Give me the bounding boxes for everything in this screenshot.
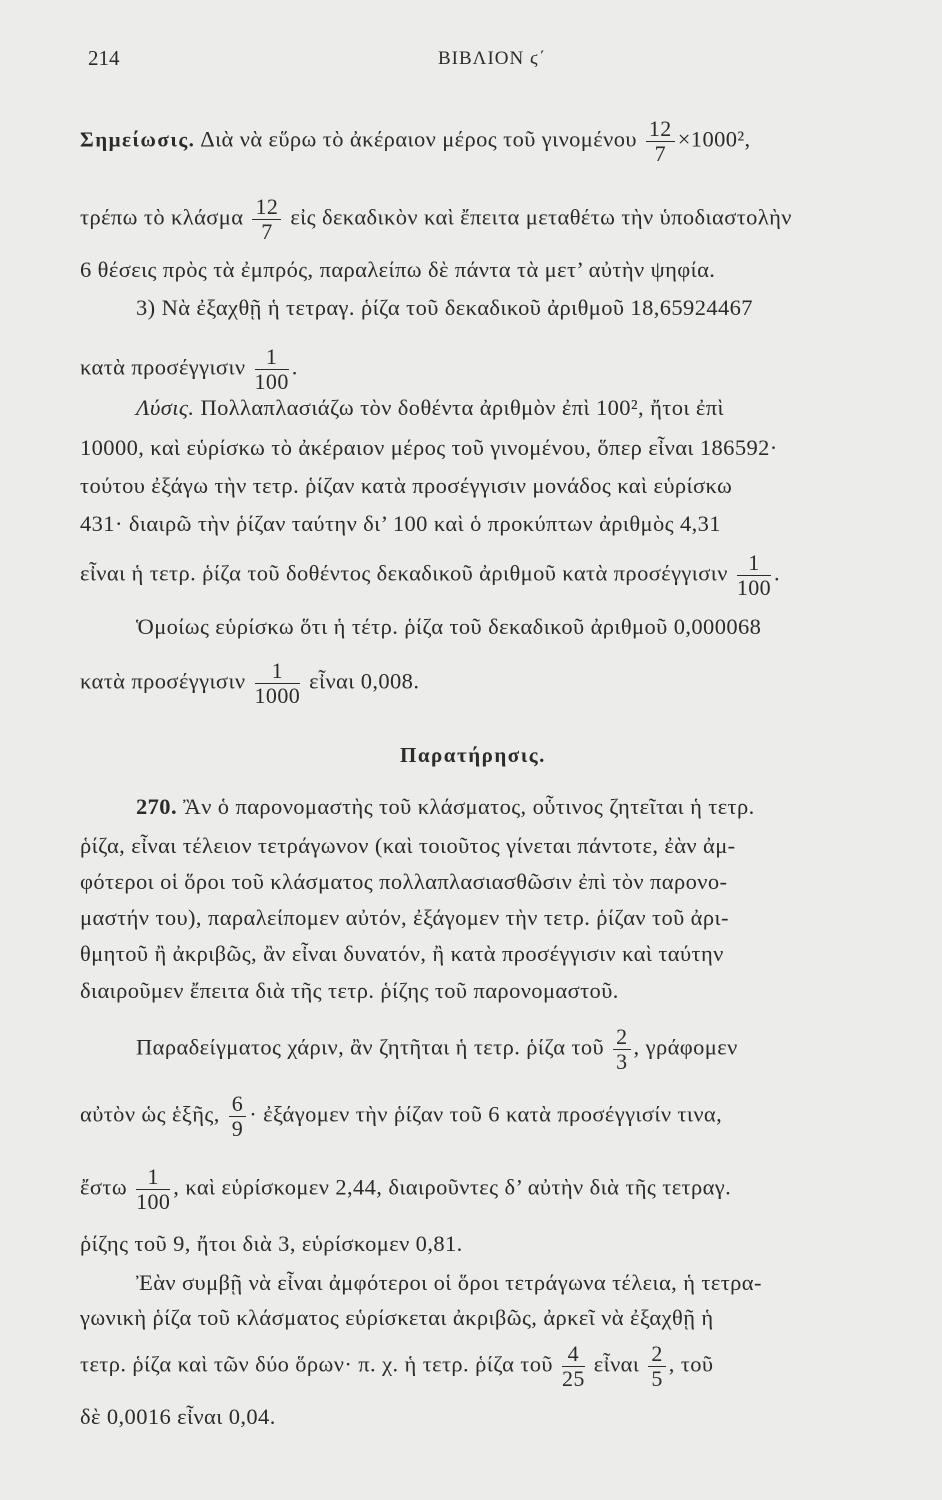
page-number: 214 [88, 46, 120, 70]
solution-label: Λύσις. [136, 395, 195, 420]
para-270-line-3: φότεροι οἱ ὅροι τοῦ κλάσματος πολλαπλασιασθῶσιν ἐπὶ τὸν παρονο- [80, 869, 728, 894]
final-line-2: γωνικὴ ῥίζα τοῦ κλάσματος εὑρίσκεται ἀκριβῶς, ἀρκεῖ νὰ ἐξαχθῇ ἡ [80, 1305, 714, 1330]
solution-line-3: τούτου ἐξάγω τὴν τετρ. ῥίζαν κατὰ προσέγγισιν μονάδος καὶ εὑρίσκω [80, 473, 733, 498]
fraction: $\frac{1}{100}$ [736, 550, 772, 600]
problem-3-line-2: κατὰ προσέγγισιν $\frac{1}{100}$ . [80, 344, 298, 394]
para-270-line-6: διαιροῦμεν ἔπειτα διὰ τῆς τετρ. ῥίζης τοῦ παρονομαστοῦ. [80, 978, 619, 1003]
final-line-1: Ἐὰν συμβῇ νὰ εἶναι ἀμφότεροι οἱ ὅροι τετράγωνα τέλεια, ἡ τετρα- [136, 1270, 762, 1295]
note-line-1: Σημείωσις. Διὰ νὰ εὕρω τὸ ἀκέραιον μέρος τοῦ γινομένου $\frac{12}{7}$ ×1000², [80, 116, 751, 166]
note-label: Σημείωσις. [80, 127, 196, 152]
example-line-1: Παραδείγματος χάριν, ἂν ζητῆται ἡ τετρ. ῥίζα τοῦ $\frac{2}{3}$ , γράφομεν [136, 1024, 738, 1074]
fraction: $\frac{12}{7}$ [646, 118, 675, 165]
fraction: $\frac{4}{25}$ [561, 1341, 585, 1391]
problem-3-line-1: 3) Νὰ ἐξαχθῇ ἡ τετραγ. ῥίζα τοῦ δεκαδικοῦ ἀριθμοῦ 18,65924467 [136, 295, 753, 320]
para-270-line-5: θμητοῦ ἢ ἀκριβῶς, ἂν εἶναι δυνατόν, ἢ κατὰ προσέγγισιν καὶ ταύτην [80, 941, 724, 966]
para-270-line-4: μαστήν του), παραλείπομεν αὐτόν, ἐξάγομεν τὴν τετρ. ῥίζαν τοῦ ἀρι- [80, 905, 729, 930]
solution-line-2: 10000, καὶ εὑρίσκω τὸ ἀκέραιον μέρος τοῦ γινομένου, ὅπερ εἶναι 186592· [80, 435, 778, 460]
note-line-3: 6 θέσεις πρὸς τὰ ἐμπρός, παραλείπω δὲ πάντα τὰ μετ’ αὐτὴν ψηφία. [80, 257, 716, 282]
section-heading: Παρατήρησις. [400, 743, 546, 767]
fraction: $\frac{2}{3}$ [613, 1026, 630, 1073]
paragraph-number: 270. [136, 794, 177, 819]
example-line-3: ἔστω $\frac{1}{100}$ , καὶ εὑρίσκομεν 2,44, διαιροῦντες δ’ αὐτὴν διὰ τῆς τετραγ. [80, 1164, 732, 1214]
fraction: $\frac{1}{100}$ [254, 344, 289, 394]
running-title: ΒΙΒΛΙΟΝ ϛ΄ [438, 48, 547, 69]
solution-line-5: εἶναι ἡ τετρ. ῥίζα τοῦ δοθέντος δεκαδικοῦ ἀριθμοῦ κατὰ προσέγγισιν $\frac{1}{100}$ . [80, 550, 781, 600]
final-line-4: δὲ 0,0016 εἶναι 0,04. [80, 1404, 276, 1429]
note-line-2: τρέπω τὸ κλάσμα $\frac{12}{7}$ εἰς δεκαδικὸν καὶ ἔπειτα μεταθέτω τὴν ὑποδιαστολὴν [80, 194, 792, 244]
solution-line-1: Λύσις. Πολλαπλασιάζω τὸν δοθέντα ἀριθμὸν ἐπὶ 100², ἤτοι ἐπὶ [136, 395, 724, 420]
fraction: $\frac{1}{1000}$ [254, 658, 301, 708]
solution-line-6: Ὁμοίως εὑρίσκω ὅτι ἡ τέτρ. ῥίζα τοῦ δεκαδικοῦ ἀριθμοῦ 0,000068 [136, 614, 762, 639]
fraction: $\frac{12}{7}$ [252, 196, 281, 243]
example-line-4: ῥίζης τοῦ 9, ἤτοι διὰ 3, εὑρίσκομεν 0,81. [80, 1231, 463, 1256]
final-line-3: τετρ. ῥίζα καὶ τῶν δύο ὅρων· π. χ. ἡ τετρ. ῥίζα τοῦ $\frac{4}{25}$ εἶναι $\frac{2}{5}$ , τοῦ [80, 1341, 714, 1391]
fraction: $\frac{2}{5}$ [648, 1343, 665, 1390]
example-line-2: αὐτὸν ὡς ἑξῆς, $\frac{6}{9}$ · ἐξάγομεν τὴν ῥίζαν τοῦ 6 κατὰ προσέγγισίν τινα, [80, 1091, 723, 1141]
fraction: $\frac{1}{100}$ [136, 1164, 171, 1214]
solution-line-4: 431· διαιρῶ τὴν ῥίζαν ταύτην δι’ 100 καὶ ὁ προκύπτων ἀριθμὸς 4,31 [80, 511, 721, 536]
para-270-line-1: 270. Ἂν ὁ παρονομαστὴς τοῦ κλάσματος, οὗτινος ζητεῖται ἡ τετρ. [136, 794, 755, 819]
fraction: $\frac{6}{9}$ [229, 1093, 246, 1140]
para-270-line-2: ῥίζα, εἶναι τέλειον τετράγωνον (καὶ τοιοῦτος γίνεται πάντοτε, ἐὰν ἀμ- [80, 833, 736, 858]
solution-line-7: κατὰ προσέγγισιν $\frac{1}{1000}$ εἶναι 0,008. [80, 658, 420, 708]
